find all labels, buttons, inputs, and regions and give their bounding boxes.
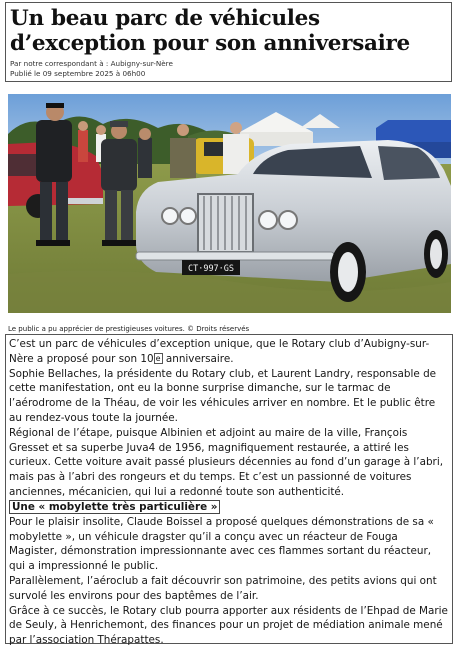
paragraph-5: Parallèlement, l’aéroclub a fait découvrir son patrimoine, des petits avions qui ont survolé les environs pour des baptêmes de l’air. [9,574,437,602]
article-publish-date: Publié le 09 septembre 2025 à 06h00 [10,68,146,78]
article-header [5,2,452,82]
article-byline: Par notre correspondant à : Aubigny-sur-Nère [10,59,173,68]
paragraph-4: Pour le plaisir insolite, Claude Boissel a proposé quelques démonstrations de sa « mobylette », un véhicule dragster qu’il a conçu avec un réacteur de Fouga Magister, démonstration impressionnante avec ces flammes sortant du réacteur, qui a impressionné le public. [9,515,434,573]
paragraph-2: Sophie Bellaches, la présidente du Rotary club, et Laurent Landry, responsable de cette manifestation, ont eu la bonne surprise dimanche, sur le tarmac de l’aérodrome de la Théau, de voir les véhicules arriver en nombre. Et le public être au rendez-vous toute la journée. [9,367,437,424]
article-photo [8,94,451,313]
superscript-marker: e [155,353,161,363]
article-headline: Un beau parc de véhicules d’exception pour son anniversaire [10,6,410,56]
photo-caption: Le public a pu apprécier de prestigieuses voitures. © Droits réservés [8,325,250,333]
paragraph-6: Grâce à ce succès, le Rotary club pourra apporter aux résidents de l’Ehpad de Marie de Seuly, à Henrichemont, des finances pour un projet de médiation animale mené par l’association Thérapattes. [9,604,448,647]
article-body [5,334,453,647]
paragraph-3: Régional de l’étape, puisque Albinien et adjoint au maire de la ville, François Gresset et sa superbe Juva4 de 1956, magnifiquement restaurée, a attiré les curieux. Cette voiture avait passé plusieurs décennies au fond d’un garage à l’abri, mais pas à l’abri des rongeurs et du temps. Et c’est un passionné de voitures anciennes, mécanicien, qui lui a redonné toute son authenticité. [9,426,444,498]
article-subhead: Une « mobylette très particulière » [9,500,220,514]
license-plate: CT·997·GS [187,264,235,274]
article-subhead-wrap [9,500,449,515]
paragraph-1: C’est un parc de véhicules d’exception unique, que le Rotary club d’Aubigny-sur-Nère a proposé pour son 10 e anniversaire. [9,338,430,365]
